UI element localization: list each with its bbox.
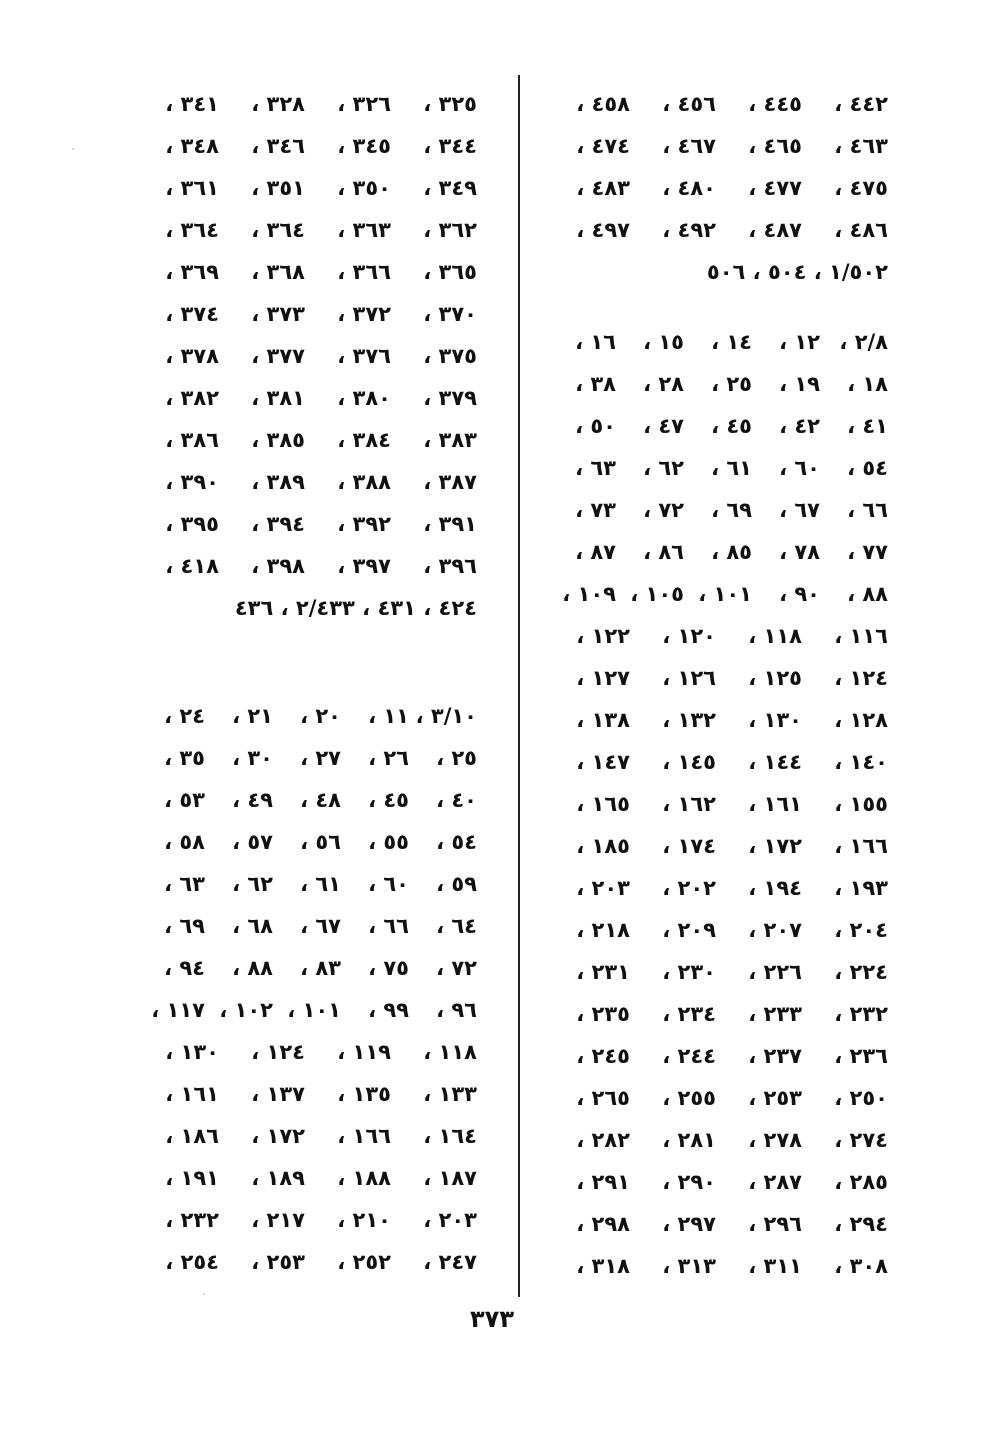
page-reference: ٦١ ، <box>711 456 752 480</box>
page-reference: ٥٧ ، <box>232 830 273 854</box>
page-reference: ٣٨٦ ، <box>165 428 219 452</box>
index-row <box>133 174 477 216</box>
page-reference: ١٦٥ ، <box>576 792 630 816</box>
page-reference: ٥٣ ، <box>164 788 205 812</box>
page-reference: ١٢٠ ، <box>662 624 716 648</box>
index-row <box>133 384 477 426</box>
page-reference: ٢٥٣ ، <box>748 1086 802 1110</box>
page-reference: ٢٨٥ ، <box>834 1170 888 1194</box>
index-row <box>544 874 888 916</box>
page-reference: ٦٦ ، <box>368 914 409 938</box>
page-reference: ٩٠ ، <box>779 582 820 606</box>
page-reference: ٦١ ، <box>300 872 341 896</box>
page-reference: ٦٠ ، <box>779 456 820 480</box>
index-row <box>544 1042 888 1084</box>
index-row <box>544 790 888 832</box>
page-reference: ١٨ ، <box>847 372 888 396</box>
page-reference: ٣٤١ ، <box>165 92 219 116</box>
page-reference: ٣٦٤ ، <box>165 218 219 242</box>
page-reference: ٤٤٥ ، <box>748 92 802 116</box>
page-reference: ٢٢٦ ، <box>748 960 802 984</box>
page-reference: ٦٢ ، <box>643 456 684 480</box>
page-reference: ١٣٠ ، <box>165 1040 219 1064</box>
page-reference: ٤٤٢ ، <box>834 92 888 116</box>
page-reference: ٢٧٤ ، <box>834 1128 888 1152</box>
page-reference: ٤٢٤ ، ٤٣١ ، ٢/٤٣٣ ، ٤٣٦ <box>234 596 477 620</box>
page-reference: ١٣٨ ، <box>576 708 630 732</box>
page-reference: ٢٩٤ ، <box>834 1212 888 1236</box>
page-reference: ١٣٠ ، <box>748 708 802 732</box>
page-reference: ٣٧٢ ، <box>337 302 391 326</box>
page-reference: ٨٥ ، <box>711 540 752 564</box>
page-reference: ٤٨ ، <box>300 788 341 812</box>
page-reference: ٣٢٥ ، <box>423 92 477 116</box>
index-row <box>544 958 888 1000</box>
page-reference: ١٢٤ ، <box>834 666 888 690</box>
page-reference: ٢٣٣ ، <box>748 1002 802 1026</box>
page-reference: ٣٥٠ ، <box>337 176 391 200</box>
index-row <box>544 916 888 958</box>
page-reference: ١٨٥ ، <box>576 834 630 858</box>
index-block-right-a <box>544 90 888 300</box>
page-reference: ٢٣٢ ، <box>834 1002 888 1026</box>
page-reference: ٣٦٣ ، <box>337 218 391 242</box>
page-reference: ٣٧٤ ، <box>165 302 219 326</box>
page-reference: ٣٧٩ ، <box>423 386 477 410</box>
page-reference: ٢٣٠ ، <box>662 960 716 984</box>
scan-speck <box>203 1293 205 1295</box>
page-reference: ٢٥ ، <box>436 746 477 770</box>
page-reference: ٣٨٩ ، <box>251 470 305 494</box>
page-reference: ١٦٢ ، <box>662 792 716 816</box>
index-row <box>133 1080 477 1122</box>
page-reference: ١٠١ ، <box>698 582 752 606</box>
page-reference: ٢٤٥ ، <box>576 1044 630 1068</box>
page-reference: ٢١٠ ، <box>337 1208 391 1232</box>
page-reference: ٧٢ ، <box>643 498 684 522</box>
page-reference: ٣٩٧ ، <box>337 554 391 578</box>
page-reference: ٦٣ ، <box>575 456 616 480</box>
page-reference: ٥٠ ، <box>575 414 616 438</box>
index-row <box>133 954 477 996</box>
page-reference: ١٥ ، <box>643 330 684 354</box>
page-reference: ١٦١ ، <box>165 1082 219 1106</box>
index-row <box>133 1248 477 1290</box>
page-reference: ٢٨٧ ، <box>748 1170 802 1194</box>
page-reference: ٢٣٥ ، <box>576 1002 630 1026</box>
index-row <box>544 706 888 748</box>
page-reference: ٢٨١ ، <box>662 1128 716 1152</box>
index-row <box>133 1164 477 1206</box>
page-reference: ١١٨ ، <box>748 624 802 648</box>
page-reference: ٣٦٨ ، <box>251 260 305 284</box>
page-reference: ٤٥ ، <box>368 788 409 812</box>
page-reference: ٦٤ ، <box>436 914 477 938</box>
page-reference: ٢٧٨ ، <box>748 1128 802 1152</box>
page-reference: ٢٧ ، <box>300 746 341 770</box>
page-reference: ١٩٣ ، <box>834 876 888 900</box>
page-reference: ٤٧٥ ، <box>834 176 888 200</box>
page-reference: ٣٨٠ ، <box>337 386 391 410</box>
page-reference: ٣٩٦ ، <box>423 554 477 578</box>
index-row <box>544 748 888 790</box>
index-row <box>544 664 888 706</box>
page-reference: ١٧٤ ، <box>662 834 716 858</box>
page-reference: ٤١٨ ، <box>165 554 219 578</box>
page-reference: ١٢ ، <box>779 330 820 354</box>
page-reference: ٢٠ ، <box>300 704 341 728</box>
index-block-left-a <box>133 90 477 636</box>
page-reference: ٤٨٧ ، <box>748 218 802 242</box>
page-reference: ٦٧ ، <box>779 498 820 522</box>
page-reference: ١١٧ ، <box>151 998 205 1022</box>
page-reference: ٨٣ ، <box>300 956 341 980</box>
index-row <box>133 702 477 744</box>
index-row <box>133 90 477 132</box>
index-row <box>544 1126 888 1168</box>
index-row <box>133 300 477 342</box>
page-reference: ٣٧٠ ، <box>423 302 477 326</box>
page-reference: ٣٩٤ ، <box>251 512 305 536</box>
page-reference: ٣٦٦ ، <box>337 260 391 284</box>
page-reference: ٦٩ ، <box>164 914 205 938</box>
page-reference: ٣١٣ ، <box>662 1254 716 1278</box>
page-reference: ٤٦٣ ، <box>834 134 888 158</box>
page-reference: ١٦٤ ، <box>423 1124 477 1148</box>
page-reference: ٣٨٧ ، <box>423 470 477 494</box>
page-reference: ٢٩٨ ، <box>576 1212 630 1236</box>
page-reference: ٥٥ ، <box>368 830 409 854</box>
page-reference: ٢١٨ ، <box>576 918 630 942</box>
page-reference: ٧٨ ، <box>779 540 820 564</box>
index-row <box>133 216 477 258</box>
page-reference: ٤٨٠ ، <box>662 176 716 200</box>
page-reference: ٣٠ ، <box>232 746 273 770</box>
page-reference: ٢٠٣ ، <box>576 876 630 900</box>
page-reference: ٢٩٠ ، <box>662 1170 716 1194</box>
index-row <box>544 1084 888 1126</box>
page-reference: ٣٨٢ ، <box>165 386 219 410</box>
page-reference: ٤٠ ، <box>436 788 477 812</box>
page-reference: ٣/١٠ ، <box>415 704 477 728</box>
page-reference: ٦٦ ، <box>847 498 888 522</box>
index-row <box>544 174 888 216</box>
page-reference: ١٤٠ ، <box>834 750 888 774</box>
page-reference: ٢٤٧ ، <box>423 1250 477 1274</box>
page-reference: ٤٧٤ ، <box>576 134 630 158</box>
index-row <box>133 912 477 954</box>
page-reference: ٢٥٣ ، <box>251 1250 305 1274</box>
index-row <box>133 1122 477 1164</box>
index-row <box>544 454 888 496</box>
page-reference: ٢٠٢ ، <box>662 876 716 900</box>
page-reference: ٣٨ ، <box>575 372 616 396</box>
page-reference: ١٦٦ ، <box>834 834 888 858</box>
index-row <box>133 594 477 636</box>
page-reference: ٢٥ ، <box>711 372 752 396</box>
page-reference: ٤٦٥ ، <box>748 134 802 158</box>
page-reference: ٣٤٦ ، <box>251 134 305 158</box>
page-reference: ٣٦١ ، <box>165 176 219 200</box>
page-reference: ٣٢٨ ، <box>251 92 305 116</box>
page-reference: ٦٢ ، <box>232 872 273 896</box>
page-reference: ٣٤٤ ، <box>423 134 477 158</box>
index-row <box>544 370 888 412</box>
page-reference: ٤٩٧ ، <box>576 218 630 242</box>
page-reference: ٦٠ ، <box>368 872 409 896</box>
page-reference: ٣١٨ ، <box>576 1254 630 1278</box>
page-reference: ٩٤ ، <box>164 956 205 980</box>
page-reference: ٢٥٥ ، <box>662 1086 716 1110</box>
page-reference: ١٠٢ ، <box>219 998 273 1022</box>
page-reference: ٧٣ ، <box>575 498 616 522</box>
page-reference: ٤٩٢ ، <box>662 218 716 242</box>
page-reference: ٧٢ ، <box>436 956 477 980</box>
index-row <box>544 132 888 174</box>
page-reference: ٨٨ ، <box>847 582 888 606</box>
page-reference: ٢٥٢ ، <box>337 1250 391 1274</box>
page-reference: ٤٩ ، <box>232 788 273 812</box>
index-row <box>133 1206 477 1248</box>
page-reference: ١٢٨ ، <box>834 708 888 732</box>
page-reference: ٣٧٥ ، <box>423 344 477 368</box>
page-reference: ٢٢٤ ، <box>834 960 888 984</box>
page-reference: ١٠١ ، <box>287 998 341 1022</box>
page-reference: ٢٩٦ ، <box>748 1212 802 1236</box>
page-reference: ٣٩٢ ، <box>337 512 391 536</box>
page-reference: ٧٥ ، <box>368 956 409 980</box>
page-reference: ٢٤٤ ، <box>662 1044 716 1068</box>
page-reference: ٥٤ ، <box>436 830 477 854</box>
page-reference: ٢١ ، <box>232 704 273 728</box>
page-reference: ٦٨ ، <box>232 914 273 938</box>
page-reference: ٦٣ ، <box>164 872 205 896</box>
page-reference: ١٣٧ ، <box>251 1082 305 1106</box>
index-row <box>544 412 888 454</box>
page-reference: ٤٨٣ ، <box>576 176 630 200</box>
page-reference: ٤٧ ، <box>643 414 684 438</box>
page-reference: ١٨٨ ، <box>337 1166 391 1190</box>
index-row <box>133 426 477 468</box>
index-row <box>133 870 477 912</box>
page-reference: ٩٦ ، <box>436 998 477 1022</box>
page-reference: ٢٠٩ ، <box>662 918 716 942</box>
page-reference: ١٣٢ ، <box>662 708 716 732</box>
page-reference: ١٣٥ ، <box>337 1082 391 1106</box>
index-row <box>133 132 477 174</box>
index-row <box>133 510 477 552</box>
page-reference: ١٦١ ، <box>748 792 802 816</box>
page-reference: ٢٣٤ ، <box>662 1002 716 1026</box>
index-row <box>544 1210 888 1252</box>
page-reference: ٢٠٧ ، <box>748 918 802 942</box>
page-number: ٣٧٣ <box>470 1305 514 1333</box>
page-reference: ١٦ ، <box>575 330 616 354</box>
page-reference: ٢٥٠ ، <box>834 1086 888 1110</box>
page-reference: ١١٩ ، <box>337 1040 391 1064</box>
page-reference: ٢٠٤ ، <box>834 918 888 942</box>
page-reference: ٢٣٢ ، <box>165 1208 219 1232</box>
page-reference: ١٢٢ ، <box>576 624 630 648</box>
index-row <box>544 622 888 664</box>
page-reference: ٢٨٢ ، <box>576 1128 630 1152</box>
page-reference: ٣٤٨ ، <box>165 134 219 158</box>
page-reference: ١٣٣ ، <box>423 1082 477 1106</box>
page-reference: ١٩١ ، <box>165 1166 219 1190</box>
page-reference: ١٦٦ ، <box>337 1124 391 1148</box>
page-reference: ٥٩ ، <box>436 872 477 896</box>
index-row <box>544 258 888 300</box>
page-reference: ٤٢ ، <box>779 414 820 438</box>
page-reference: ١٢٥ ، <box>748 666 802 690</box>
page-reference: ٣٠٨ ، <box>834 1254 888 1278</box>
index-row <box>133 258 477 300</box>
page-reference: ٢٠٣ ، <box>423 1208 477 1232</box>
page-reference: ١٨٧ ، <box>423 1166 477 1190</box>
index-row <box>133 1038 477 1080</box>
page-reference: ٢٤ ، <box>164 704 205 728</box>
page-reference: ١٠٥ ، <box>630 582 684 606</box>
page-reference: ٣٥١ ، <box>251 176 305 200</box>
page-reference: ١٨٦ ، <box>165 1124 219 1148</box>
page-reference: ١٢٦ ، <box>662 666 716 690</box>
page-reference: ٣٨٥ ، <box>251 428 305 452</box>
index-row <box>544 580 888 622</box>
page-reference: ٤١ ، <box>847 414 888 438</box>
page-reference: ١٩ ، <box>779 372 820 396</box>
page-reference: ٨٧ ، <box>575 540 616 564</box>
page-reference: ٢٣١ ، <box>576 960 630 984</box>
page-reference: ٥٤ ، <box>847 456 888 480</box>
page-reference: ١١ ، <box>368 704 409 728</box>
index-block-right-b <box>544 328 888 1294</box>
index-row <box>544 1252 888 1294</box>
page-reference: ١/٥٠٢ ، ٥٠٤ ، ٥٠٦ <box>706 260 888 284</box>
page-reference: ١١٨ ، <box>423 1040 477 1064</box>
page-reference: ٦٩ ، <box>711 498 752 522</box>
page-reference: ٢٩٧ ، <box>662 1212 716 1236</box>
index-row <box>133 744 477 786</box>
index-row <box>544 328 888 370</box>
page-reference: ١٩٤ ، <box>748 876 802 900</box>
page-reference: ٦٧ ، <box>300 914 341 938</box>
page-reference: ٣٨٨ ، <box>337 470 391 494</box>
page-reference: ١٧٢ ، <box>251 1124 305 1148</box>
page-reference: ٣٧٧ ، <box>251 344 305 368</box>
index-row <box>133 552 477 594</box>
page-reference: ٢٣٧ ، <box>748 1044 802 1068</box>
index-row <box>544 1000 888 1042</box>
page-reference: ١٠٩ ، <box>562 582 616 606</box>
page-reference: ٣٨١ ، <box>251 386 305 410</box>
page-reference: ٤٧٧ ، <box>748 176 802 200</box>
page-reference: ١٤ ، <box>711 330 752 354</box>
page-reference: ٣٩٠ ، <box>165 470 219 494</box>
index-row <box>133 996 477 1038</box>
page-reference: ٣٩٥ ، <box>165 512 219 536</box>
page-reference: ٢٦ ، <box>368 746 409 770</box>
page-reference: ٩٩ ، <box>368 998 409 1022</box>
page-reference: ١٢٧ ، <box>576 666 630 690</box>
page-reference: ٨٦ ، <box>643 540 684 564</box>
page-reference: ٧٧ ، <box>847 540 888 564</box>
page-reference: ١١٦ ، <box>834 624 888 648</box>
page-reference: ٣٩١ ، <box>423 512 477 536</box>
page-reference: ١٤٤ ، <box>748 750 802 774</box>
page-reference: ٣٥ ، <box>164 746 205 770</box>
page-reference: ٣٦٢ ، <box>423 218 477 242</box>
index-row <box>133 342 477 384</box>
index-row <box>133 828 477 870</box>
index-row <box>544 496 888 538</box>
page-reference: ٣٨٣ ، <box>423 428 477 452</box>
page-reference: ٢/٨ ، <box>839 330 888 354</box>
page-reference: ١٥٥ ، <box>834 792 888 816</box>
page-reference: ١٢٤ ، <box>251 1040 305 1064</box>
page-reference: ٤٨٦ ، <box>834 218 888 242</box>
page-reference: ٥٨ ، <box>164 830 205 854</box>
page-reference: ٢٦٥ ، <box>576 1086 630 1110</box>
page-reference: ٢٩١ ، <box>576 1170 630 1194</box>
page-reference: ٣٧٣ ، <box>251 302 305 326</box>
page-reference: ٣٨٤ ، <box>337 428 391 452</box>
page-reference: ١٧٢ ، <box>748 834 802 858</box>
page-reference: ٥٦ ، <box>300 830 341 854</box>
page-reference: ٣٤٩ ، <box>423 176 477 200</box>
page-reference: ٣٧٦ ، <box>337 344 391 368</box>
page-reference: ٣٦٥ ، <box>423 260 477 284</box>
page-reference: ٣٦٩ ، <box>165 260 219 284</box>
page-reference: ٣١١ ، <box>748 1254 802 1278</box>
page-reference: ٣٩٨ ، <box>251 554 305 578</box>
index-row <box>544 538 888 580</box>
index-row <box>544 832 888 874</box>
page-reference: ٢٨ ، <box>643 372 684 396</box>
page-reference: ٣٢٦ ، <box>337 92 391 116</box>
page-reference: ٤٥٦ ، <box>662 92 716 116</box>
index-row <box>544 90 888 132</box>
index-row <box>133 468 477 510</box>
page-reference: ٣٤٥ ، <box>337 134 391 158</box>
scan-speck <box>72 148 74 150</box>
page-reference: ١٨٩ ، <box>251 1166 305 1190</box>
page-reference: ٤٥٨ ، <box>576 92 630 116</box>
page-reference: ٤٦٧ ، <box>662 134 716 158</box>
index-row <box>544 216 888 258</box>
page-reference: ٢١٧ ، <box>251 1208 305 1232</box>
page-reference: ٢٥٤ ، <box>165 1250 219 1274</box>
page-reference: ٤٥ ، <box>711 414 752 438</box>
index-block-left-b <box>133 702 477 1290</box>
page-reference: ١٤٧ ، <box>576 750 630 774</box>
page-reference: ٣٧٨ ، <box>165 344 219 368</box>
page-reference: ٣٦٤ ، <box>251 218 305 242</box>
index-row <box>544 1168 888 1210</box>
column-divider <box>518 75 520 1297</box>
page-reference: ٢٣٦ ، <box>834 1044 888 1068</box>
page-reference: ٨٨ ، <box>232 956 273 980</box>
index-row <box>133 786 477 828</box>
page-reference: ١٤٥ ، <box>662 750 716 774</box>
